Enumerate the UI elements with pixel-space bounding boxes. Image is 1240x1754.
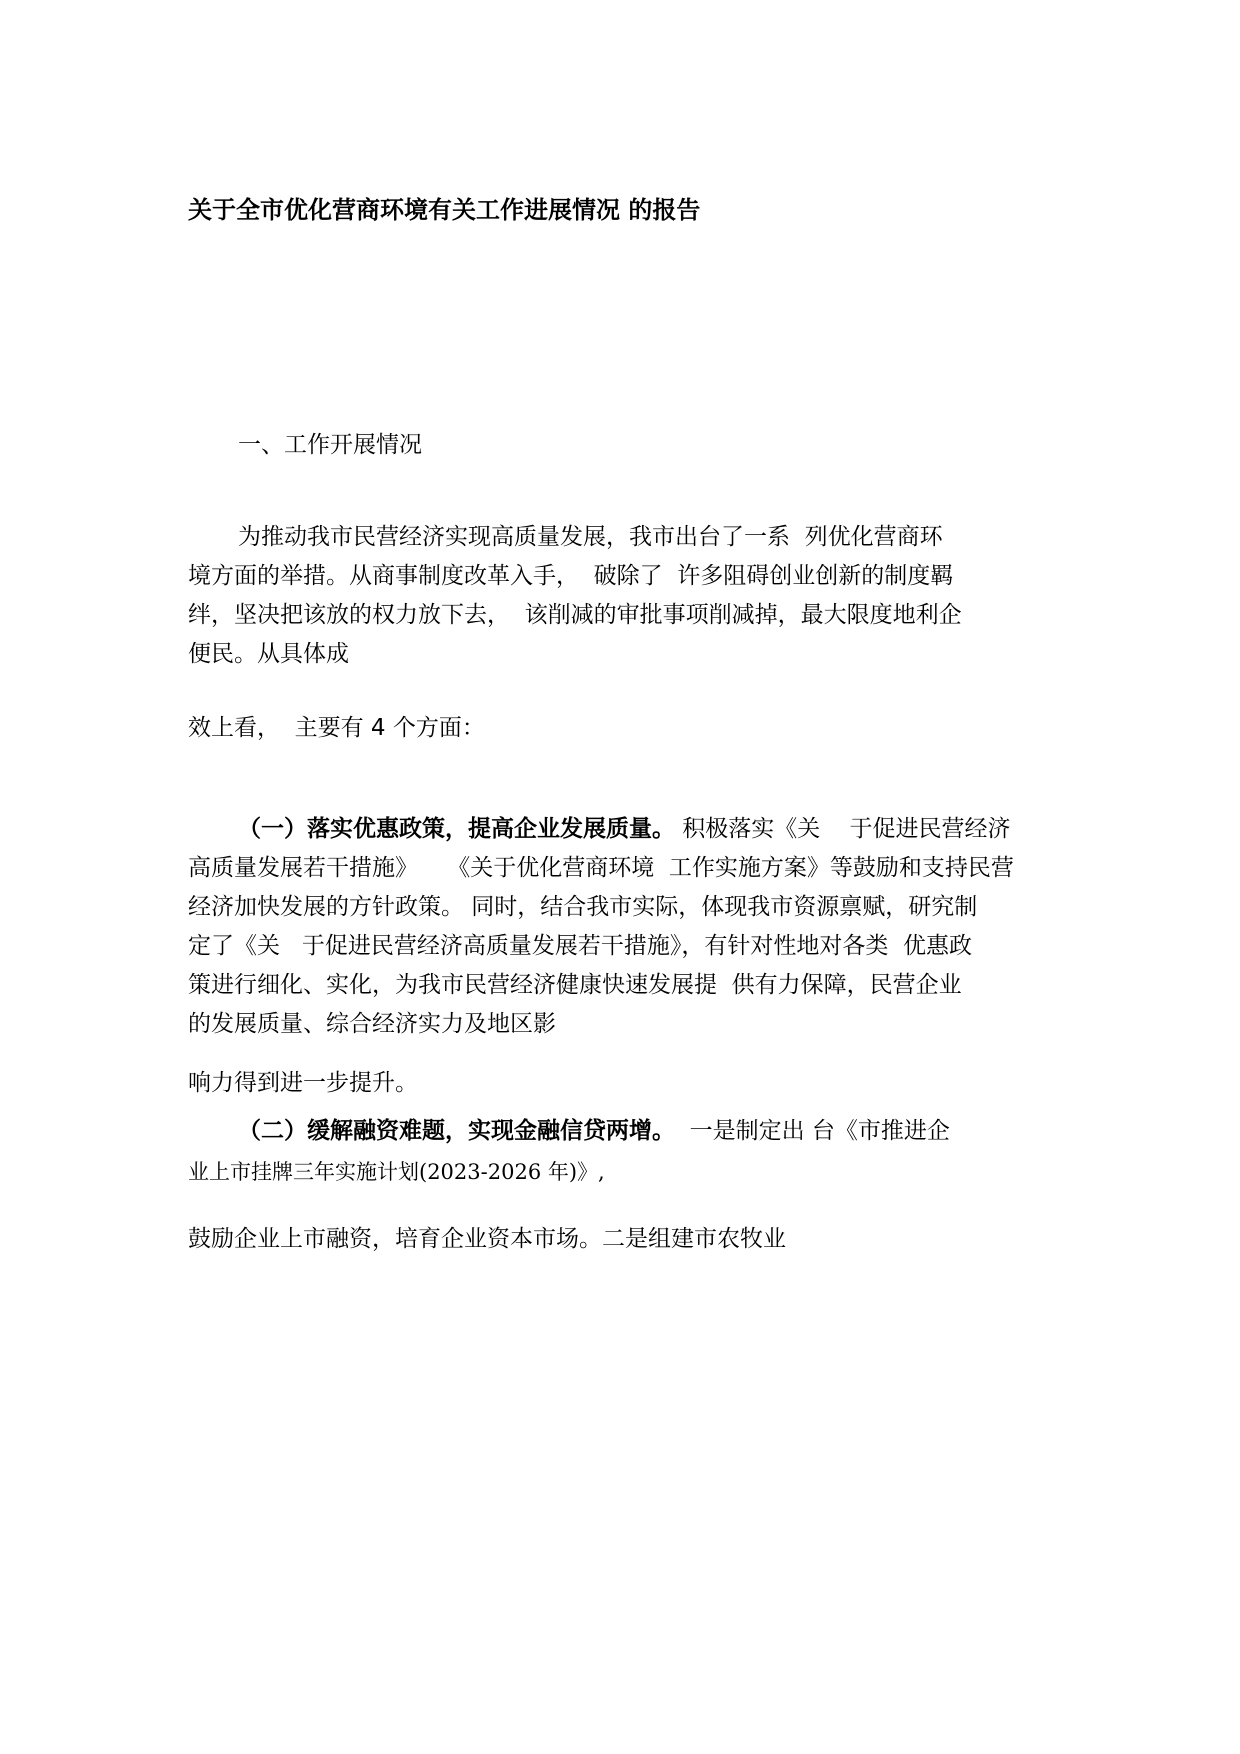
intro-line-3: 绊，坚决把该放的权力放下去， 该削减的审批事项削减掉，最大限度地利企: [188, 602, 962, 628]
point-2-label: （二）缓解融资难题，实现金融信贷两增。: [238, 1118, 675, 1144]
point-2-first-line: [238, 1120, 950, 1143]
section-heading: 一、工作开展情况: [238, 432, 422, 458]
point-1-line-3: 经济加快发展的方针政策。 同时，结合我市实际，体现我市资源禀赋，研究制: [188, 894, 978, 920]
point-1-line-6: 的发展质量、综合经济实力及地区影: [188, 1011, 556, 1037]
point-1-label: （一）落实优惠政策，提高企业发展质量。: [238, 816, 675, 842]
intro-line-5: 效上看， 主要有 4 个方面：: [188, 715, 485, 741]
intro-line-1: 为推动我市民营经济实现高质量发展，我市出台了一系 列优化营商环: [238, 524, 943, 550]
point-2-line-2: 业上市挂牌三年实施计划(2023-2026 年)》,: [188, 1160, 605, 1184]
point-1-first-line: [238, 818, 1011, 841]
point-1-line-4: 定了《关 于促进民营经济高质量发展若干措施》，有针对性地对各类 优惠政: [188, 933, 973, 959]
document-title: 关于全市优化营商环境有关工作进展情况 的报告: [188, 196, 701, 224]
point-1-line-7: 响力得到进一步提升。: [188, 1070, 418, 1096]
point-1-line-5: 策进行细化、实化，为我市民营经济健康快速发展提 供有力保障，民营企业: [188, 972, 962, 998]
point-2-line-1-text: 一是制定出 台《市推进企: [675, 1118, 950, 1144]
point-1-line-2: 高质量发展若干措施》 《关于优化营商环境 工作实施方案》等鼓励和支持民营: [188, 855, 1014, 881]
intro-line-2: 境方面的举措。从商事制度改革入手， 破除了 许多阻碍创业创新的制度羁: [188, 563, 954, 589]
intro-line-4: 便民。从具体成: [188, 641, 349, 667]
point-2-line-3: 鼓励企业上市融资，培育企业资本市场。二是组建市农牧业: [188, 1226, 786, 1252]
point-1-line-1-text: 积极落实《关 于促进民营经济: [675, 816, 1011, 842]
